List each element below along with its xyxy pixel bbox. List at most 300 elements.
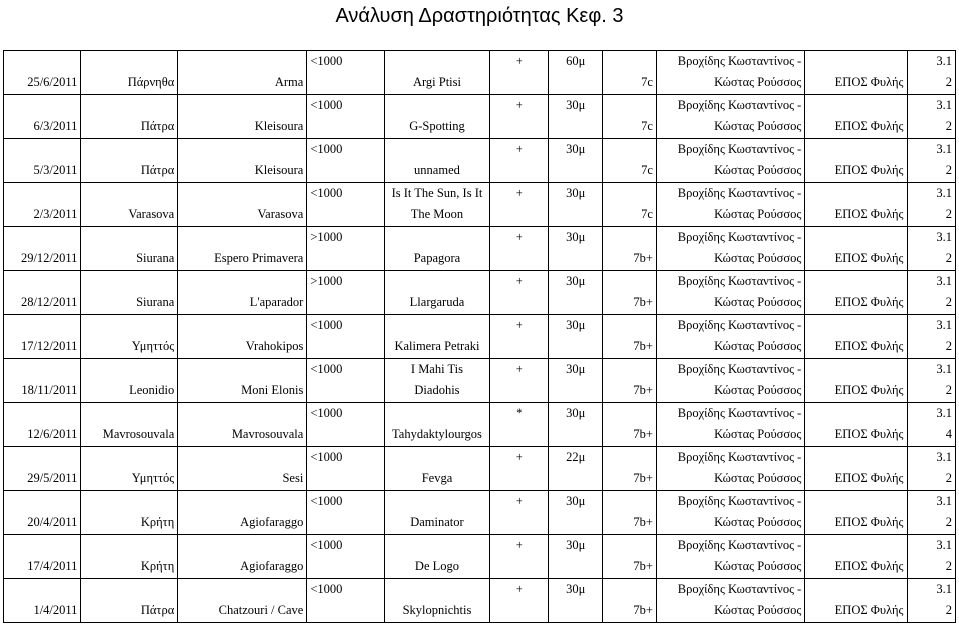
authors-line-1: Βροχίδης Κωσταντίνος - xyxy=(677,274,802,288)
authors-cell xyxy=(656,271,804,315)
authors-line-1: Βροχίδης Κωσταντίνος - xyxy=(677,362,802,376)
authors-line-2: Κώστας Ρούσσος xyxy=(714,119,802,133)
crag-value: Chatzouri / Cave xyxy=(218,603,304,617)
date-cell xyxy=(4,403,81,447)
time-value: >1000 xyxy=(310,230,343,244)
location-value: Πάτρα xyxy=(140,163,175,177)
source-cell xyxy=(805,359,907,403)
date-value: 17/4/2011 xyxy=(27,559,78,573)
route-line-2: Diadohis xyxy=(414,383,460,397)
location-value: Πάτρα xyxy=(140,119,175,133)
location-cell xyxy=(81,227,178,271)
sign-value: + xyxy=(515,494,523,508)
rope-value: 30μ xyxy=(566,142,586,156)
authors-line-2: Κώστας Ρούσσος xyxy=(714,163,802,177)
crag-cell xyxy=(178,95,307,139)
sign-cell xyxy=(490,359,549,403)
route-value: Kalimera Petraki xyxy=(394,339,480,353)
time-value: <1000 xyxy=(310,54,343,68)
grade-cell xyxy=(603,491,657,535)
table-row xyxy=(4,95,956,139)
table-row xyxy=(4,227,956,271)
grade-value: 7c xyxy=(641,119,653,133)
rope-value: 30μ xyxy=(566,582,586,596)
grade-cell xyxy=(603,403,657,447)
authors-line-2: Κώστας Ρούσσος xyxy=(714,207,802,221)
crag-value: Espero Primavera xyxy=(214,251,304,265)
score-line-2: 2 xyxy=(945,603,952,617)
source-value: ΕΠΟΣ Φυλής xyxy=(834,163,904,177)
date-cell xyxy=(4,227,81,271)
sign-cell xyxy=(490,271,549,315)
grade-value: 7c xyxy=(641,75,653,89)
authors-line-1: Βροχίδης Κωσταντίνος - xyxy=(677,450,802,464)
source-cell xyxy=(805,139,907,183)
score-line-1: 3.1 xyxy=(936,318,952,332)
location-cell xyxy=(81,139,178,183)
source-value: ΕΠΟΣ Φυλής xyxy=(834,383,904,397)
crag-cell xyxy=(178,183,307,227)
crag-cell xyxy=(178,403,307,447)
source-cell xyxy=(805,491,907,535)
grade-value: 7b+ xyxy=(633,295,653,309)
date-cell xyxy=(4,579,81,623)
date-cell xyxy=(4,359,81,403)
route-cell xyxy=(384,271,489,315)
authors-line-2: Κώστας Ρούσσος xyxy=(714,471,802,485)
table-row xyxy=(4,447,956,491)
location-cell xyxy=(81,183,178,227)
route-value: Daminator xyxy=(410,515,464,529)
authors-line-2: Κώστας Ρούσσος xyxy=(714,559,802,573)
rope-cell xyxy=(549,51,603,95)
time-cell xyxy=(307,183,384,227)
rope-value: 22μ xyxy=(566,450,586,464)
score-line-2: 2 xyxy=(945,383,952,397)
authors-line-2: Κώστας Ρούσσος xyxy=(714,75,802,89)
crag-cell xyxy=(178,535,307,579)
score-line-1: 3.1 xyxy=(936,230,952,244)
grade-cell xyxy=(603,315,657,359)
route-cell xyxy=(384,535,489,579)
location-value: Πάτρα xyxy=(140,603,175,617)
sign-value: + xyxy=(515,274,523,288)
score-line-1: 3.1 xyxy=(936,274,952,288)
grade-cell xyxy=(603,271,657,315)
crag-value: L'aparador xyxy=(249,295,304,309)
source-cell xyxy=(805,183,907,227)
authors-line-1: Βροχίδης Κωσταντίνος - xyxy=(677,142,802,156)
route-cell xyxy=(384,51,489,95)
authors-cell xyxy=(656,95,804,139)
time-value: <1000 xyxy=(310,406,343,420)
score-line-1: 3.1 xyxy=(936,538,952,552)
route-line-1: Is It The Sun, Is It xyxy=(391,186,483,200)
location-value: Siurana xyxy=(136,295,175,309)
grade-value: 7b+ xyxy=(633,339,653,353)
score-line-2: 2 xyxy=(945,471,952,485)
authors-line-1: Βροχίδης Κωσταντίνος - xyxy=(677,54,802,68)
rope-cell xyxy=(549,447,603,491)
table-body xyxy=(4,51,956,623)
source-value: ΕΠΟΣ Φυλής xyxy=(834,515,904,529)
score-line-2: 2 xyxy=(945,515,952,529)
date-cell xyxy=(4,535,81,579)
authors-line-2: Κώστας Ρούσσος xyxy=(714,427,802,441)
authors-line-1: Βροχίδης Κωσταντίνος - xyxy=(677,494,802,508)
time-cell xyxy=(307,491,384,535)
sign-value: + xyxy=(515,186,523,200)
route-cell xyxy=(384,491,489,535)
time-cell xyxy=(307,403,384,447)
sign-cell xyxy=(490,315,549,359)
authors-cell xyxy=(656,183,804,227)
source-cell xyxy=(805,95,907,139)
table-row xyxy=(4,535,956,579)
route-value: Papagora xyxy=(413,251,461,265)
sign-cell xyxy=(490,227,549,271)
grade-value: 7c xyxy=(641,207,653,221)
time-cell xyxy=(307,315,384,359)
sign-value: + xyxy=(515,142,523,156)
time-value: <1000 xyxy=(310,538,343,552)
authors-line-1: Βροχίδης Κωσταντίνος - xyxy=(677,318,802,332)
sign-value: + xyxy=(515,538,523,552)
score-cell xyxy=(907,315,955,359)
score-line-2: 2 xyxy=(945,295,952,309)
crag-cell xyxy=(178,579,307,623)
grade-cell xyxy=(603,139,657,183)
grade-value: 7b+ xyxy=(633,559,653,573)
rope-cell xyxy=(549,403,603,447)
authors-line-1: Βροχίδης Κωσταντίνος - xyxy=(677,230,802,244)
sign-value: + xyxy=(515,582,523,596)
time-value: <1000 xyxy=(310,98,343,112)
sign-value: + xyxy=(515,98,523,112)
grade-value: 7b+ xyxy=(633,251,653,265)
score-line-2: 2 xyxy=(945,207,952,221)
score-cell xyxy=(907,403,955,447)
score-line-1: 3.1 xyxy=(936,582,952,596)
time-value: <1000 xyxy=(310,318,343,332)
rope-cell xyxy=(549,139,603,183)
time-value: <1000 xyxy=(310,186,343,200)
authors-cell xyxy=(656,403,804,447)
date-value: 2/3/2011 xyxy=(33,207,78,221)
crag-value: Varasova xyxy=(257,207,304,221)
crag-cell xyxy=(178,359,307,403)
crag-value: Kleisoura xyxy=(254,163,304,177)
route-value: G-Spotting xyxy=(409,119,465,133)
authors-line-2: Κώστας Ρούσσος xyxy=(714,295,802,309)
score-cell xyxy=(907,139,955,183)
score-line-2: 2 xyxy=(945,75,952,89)
authors-line-2: Κώστας Ρούσσος xyxy=(714,251,802,265)
source-value: ΕΠΟΣ Φυλής xyxy=(834,119,904,133)
route-line-2: The Moon xyxy=(410,207,464,221)
authors-cell xyxy=(656,535,804,579)
location-value: Υμηττός xyxy=(131,471,175,485)
location-cell xyxy=(81,315,178,359)
location-value: Κρήτη xyxy=(140,559,175,573)
table-row xyxy=(4,491,956,535)
grade-value: 7b+ xyxy=(633,515,653,529)
page-title: Ανάλυση Δραστηριότητας Κεφ. 3 xyxy=(335,5,624,27)
score-cell xyxy=(907,51,955,95)
rope-value: 30μ xyxy=(566,362,586,376)
rope-value: 30μ xyxy=(566,318,586,332)
sign-cell xyxy=(490,535,549,579)
location-value: Siurana xyxy=(136,251,175,265)
grade-cell xyxy=(603,51,657,95)
rope-cell xyxy=(549,183,603,227)
sign-cell xyxy=(490,447,549,491)
score-cell xyxy=(907,491,955,535)
grade-value: 7b+ xyxy=(633,471,653,485)
date-cell xyxy=(4,491,81,535)
route-value: Fevga xyxy=(421,471,453,485)
rope-value: 60μ xyxy=(566,54,586,68)
crag-cell xyxy=(178,227,307,271)
rope-value: 30μ xyxy=(566,538,586,552)
score-line-1: 3.1 xyxy=(936,406,952,420)
route-cell xyxy=(384,315,489,359)
date-value: 6/3/2011 xyxy=(33,119,78,133)
grade-value: 7b+ xyxy=(633,427,653,441)
authors-cell xyxy=(656,139,804,183)
authors-line-1: Βροχίδης Κωσταντίνος - xyxy=(677,582,802,596)
score-line-2: 2 xyxy=(945,339,952,353)
location-value: Mavrosouvala xyxy=(102,427,175,441)
rope-value: 30μ xyxy=(566,406,586,420)
date-value: 18/11/2011 xyxy=(21,383,78,397)
location-cell xyxy=(81,447,178,491)
date-value: 12/6/2011 xyxy=(27,427,78,441)
grade-cell xyxy=(603,183,657,227)
crag-cell xyxy=(178,447,307,491)
time-cell xyxy=(307,227,384,271)
grade-cell xyxy=(603,535,657,579)
location-value: Leonidio xyxy=(129,383,175,397)
route-cell xyxy=(384,579,489,623)
authors-line-1: Βροχίδης Κωσταντίνος - xyxy=(677,406,802,420)
source-value: ΕΠΟΣ Φυλής xyxy=(834,603,904,617)
score-line-2: 2 xyxy=(945,251,952,265)
route-cell xyxy=(384,183,489,227)
authors-line-1: Βροχίδης Κωσταντίνος - xyxy=(677,538,802,552)
location-cell xyxy=(81,359,178,403)
crag-value: Arma xyxy=(274,75,304,89)
crag-cell xyxy=(178,139,307,183)
grade-cell xyxy=(603,447,657,491)
sign-value: + xyxy=(515,230,523,244)
source-value: ΕΠΟΣ Φυλής xyxy=(834,75,904,89)
authors-cell xyxy=(656,227,804,271)
date-value: 5/3/2011 xyxy=(33,163,78,177)
grade-cell xyxy=(603,359,657,403)
time-cell xyxy=(307,139,384,183)
authors-line-2: Κώστας Ρούσσος xyxy=(714,603,802,617)
date-value: 29/12/2011 xyxy=(20,251,78,265)
sign-cell xyxy=(490,183,549,227)
rope-cell xyxy=(549,271,603,315)
location-value: Πάρνηθα xyxy=(127,75,175,89)
grade-cell xyxy=(603,227,657,271)
authors-line-2: Κώστας Ρούσσος xyxy=(714,383,802,397)
sign-cell xyxy=(490,139,549,183)
table-row xyxy=(4,183,956,227)
score-line-1: 3.1 xyxy=(936,54,952,68)
rope-value: 30μ xyxy=(566,494,586,508)
location-cell xyxy=(81,579,178,623)
grade-value: 7b+ xyxy=(633,383,653,397)
grade-value: 7c xyxy=(641,163,653,177)
sign-value: + xyxy=(515,54,523,68)
score-cell xyxy=(907,95,955,139)
rope-cell xyxy=(549,491,603,535)
time-cell xyxy=(307,271,384,315)
sign-cell xyxy=(490,51,549,95)
score-line-1: 3.1 xyxy=(936,142,952,156)
activity-table xyxy=(3,50,956,623)
score-line-1: 3.1 xyxy=(936,362,952,376)
source-cell xyxy=(805,51,907,95)
authors-line-1: Βροχίδης Κωσταντίνος - xyxy=(677,186,802,200)
sign-value: + xyxy=(515,318,523,332)
score-line-2: 2 xyxy=(945,163,952,177)
table-row xyxy=(4,271,956,315)
route-cell xyxy=(384,139,489,183)
time-value: <1000 xyxy=(310,450,343,464)
authors-cell xyxy=(656,447,804,491)
score-cell xyxy=(907,359,955,403)
time-cell xyxy=(307,447,384,491)
date-value: 1/4/2011 xyxy=(33,603,78,617)
time-cell xyxy=(307,51,384,95)
location-value: Υμηττός xyxy=(131,339,175,353)
score-cell xyxy=(907,183,955,227)
rope-value: 30μ xyxy=(566,274,586,288)
time-cell xyxy=(307,535,384,579)
source-value: ΕΠΟΣ Φυλής xyxy=(834,207,904,221)
date-cell xyxy=(4,51,81,95)
source-cell xyxy=(805,447,907,491)
time-cell xyxy=(307,359,384,403)
time-value: <1000 xyxy=(310,494,343,508)
crag-value: Kleisoura xyxy=(254,119,304,133)
authors-cell xyxy=(656,359,804,403)
date-cell xyxy=(4,315,81,359)
time-value: <1000 xyxy=(310,362,343,376)
crag-value: Mavrosouvala xyxy=(231,427,304,441)
date-value: 25/6/2011 xyxy=(27,75,78,89)
location-cell xyxy=(81,535,178,579)
score-cell xyxy=(907,579,955,623)
route-value: Skylopnichtis xyxy=(402,603,472,617)
rope-cell xyxy=(549,315,603,359)
location-cell xyxy=(81,491,178,535)
location-cell xyxy=(81,403,178,447)
crag-value: Moni Elonis xyxy=(241,383,304,397)
location-cell xyxy=(81,271,178,315)
authors-line-1: Βροχίδης Κωσταντίνος - xyxy=(677,98,802,112)
authors-line-2: Κώστας Ρούσσος xyxy=(714,339,802,353)
time-value: <1000 xyxy=(310,582,343,596)
rope-value: 30μ xyxy=(566,98,586,112)
location-value: Varasova xyxy=(128,207,175,221)
sign-cell xyxy=(490,579,549,623)
source-cell xyxy=(805,271,907,315)
source-value: ΕΠΟΣ Φυλής xyxy=(834,339,904,353)
authors-line-2: Κώστας Ρούσσος xyxy=(714,515,802,529)
crag-value: Vrahokipos xyxy=(245,339,304,353)
date-cell xyxy=(4,95,81,139)
rope-cell xyxy=(549,535,603,579)
time-cell xyxy=(307,579,384,623)
source-value: ΕΠΟΣ Φυλής xyxy=(834,251,904,265)
crag-value: Agiofaraggo xyxy=(240,559,304,573)
table-row xyxy=(4,139,956,183)
grade-cell xyxy=(603,95,657,139)
rope-cell xyxy=(549,227,603,271)
sign-value: + xyxy=(515,362,523,376)
sign-cell xyxy=(490,491,549,535)
table-row xyxy=(4,579,956,623)
date-value: 29/5/2011 xyxy=(27,471,78,485)
sign-value: * xyxy=(516,406,523,420)
table-row xyxy=(4,403,956,447)
authors-cell xyxy=(656,51,804,95)
score-line-2: 2 xyxy=(945,559,952,573)
date-value: 17/12/2011 xyxy=(20,339,78,353)
score-line-2: 2 xyxy=(945,119,952,133)
source-value: ΕΠΟΣ Φυλής xyxy=(834,559,904,573)
table-row xyxy=(4,51,956,95)
route-cell xyxy=(384,447,489,491)
crag-cell xyxy=(178,51,307,95)
date-cell xyxy=(4,271,81,315)
score-line-1: 3.1 xyxy=(936,494,952,508)
date-value: 28/12/2011 xyxy=(20,295,78,309)
crag-value: Agiofaraggo xyxy=(240,515,304,529)
location-value: Κρήτη xyxy=(140,515,175,529)
sign-cell xyxy=(490,95,549,139)
source-value: ΕΠΟΣ Φυλής xyxy=(834,295,904,309)
location-cell xyxy=(81,51,178,95)
crag-cell xyxy=(178,271,307,315)
sign-value: + xyxy=(515,450,523,464)
rope-cell xyxy=(549,359,603,403)
rope-cell xyxy=(549,579,603,623)
score-line-2: 4 xyxy=(945,427,952,441)
table-row xyxy=(4,359,956,403)
authors-cell xyxy=(656,315,804,359)
date-cell xyxy=(4,183,81,227)
route-cell xyxy=(384,359,489,403)
location-cell xyxy=(81,95,178,139)
time-cell xyxy=(307,95,384,139)
table-row xyxy=(4,315,956,359)
authors-cell xyxy=(656,579,804,623)
route-cell xyxy=(384,227,489,271)
time-value: <1000 xyxy=(310,142,343,156)
source-cell xyxy=(805,315,907,359)
crag-cell xyxy=(178,491,307,535)
rope-cell xyxy=(549,95,603,139)
score-cell xyxy=(907,447,955,491)
source-cell xyxy=(805,535,907,579)
score-cell xyxy=(907,227,955,271)
